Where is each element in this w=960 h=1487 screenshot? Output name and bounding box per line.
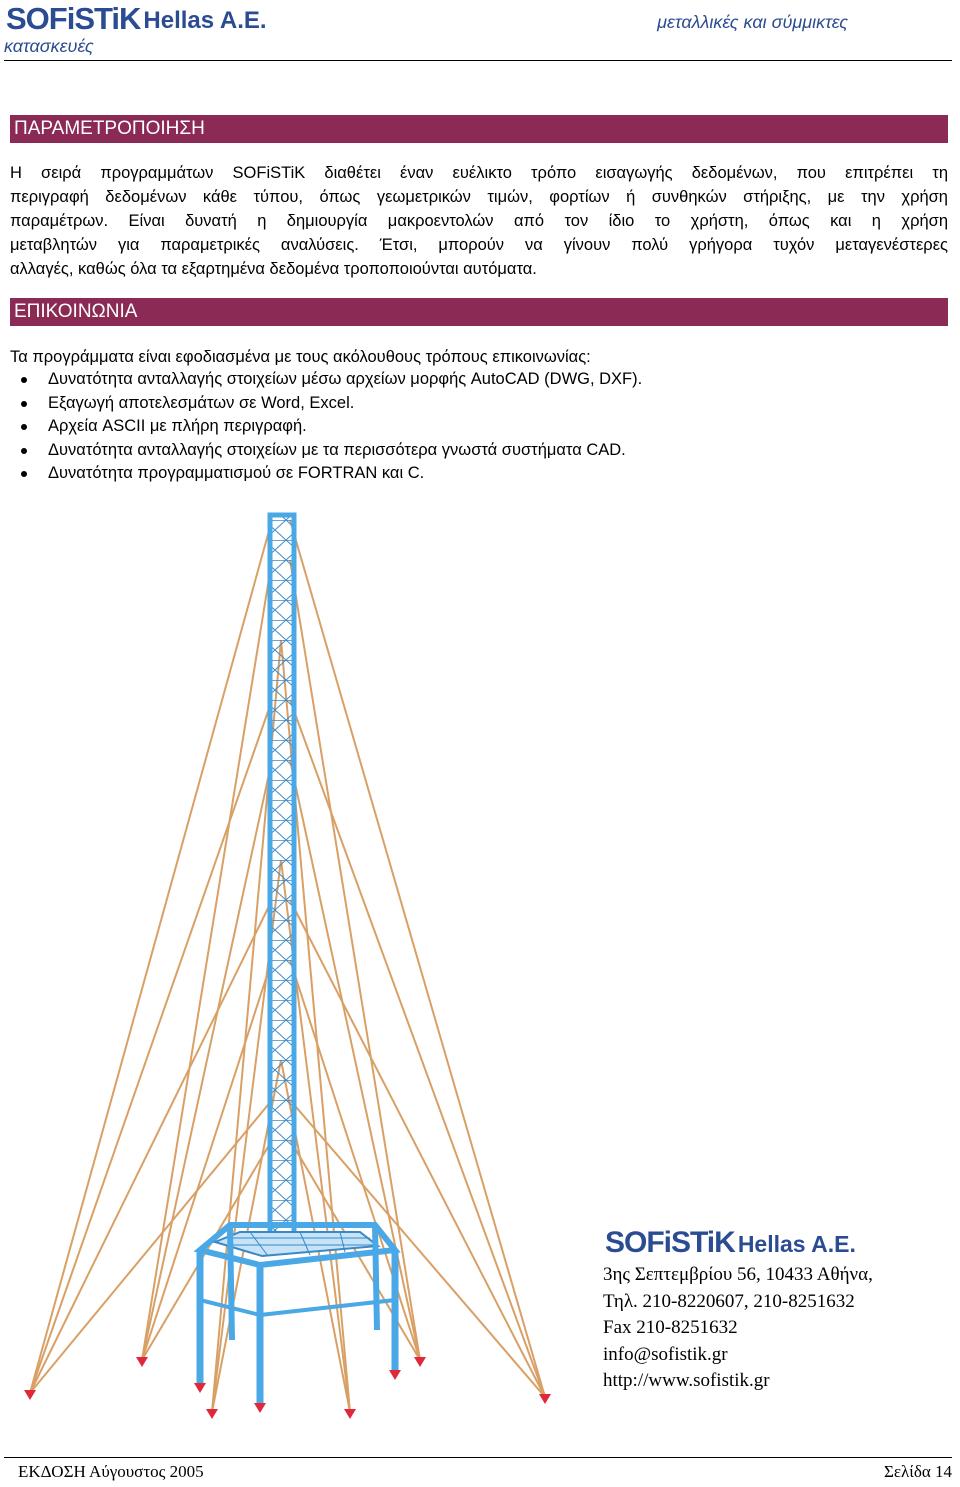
section-title-parametrization: ΠΑΡΑΜΕΤΡΟΠΟΙΗΣΗ	[10, 115, 948, 143]
contact-website-link[interactable]: http://www.sofistik.gr	[603, 1370, 770, 1391]
list-item-text: Εξαγωγή αποτελεσμάτων σε Word, Excel.	[48, 393, 355, 412]
section-title-communication: ΕΠΙΚΟΙΝΩΝΙΑ	[10, 298, 948, 326]
contact-address: 3ης Σεπτεμβρίου 56, 10433 Αθήνα,	[603, 1264, 873, 1285]
paragraph-line: μεταβλητών για παραμετρικές αναλύσεις. Έτσι, μπορούν να γίνουν πολύ γρήγορα τυχόν μεταγενέστερες	[10, 236, 948, 254]
list-item-text: Δυνατότητα ανταλλαγής στοιχείων μέσω αρχείων μορφής AutoCAD (DWG, DXF).	[48, 370, 643, 388]
list-item-text: Δυνατότητα προγραμματισμού σε FORTRAN και C.	[48, 464, 425, 483]
paragraph-line: αλλαγές, καθώς όλα τα εξαρτημένα δεδομένα τροποποιούνται αυτόματα.	[10, 260, 537, 278]
list-item-text: Αρχεία ASCII με πλήρη περιγραφή.	[48, 417, 307, 436]
logo-sofistik-text: SOFiSTiK	[605, 1226, 735, 1259]
list-item-text: Δυνατότητα ανταλλαγής στοιχείων με τα περισσότερα γνωστά συστήματα CAD.	[48, 440, 626, 459]
footer-page-number: Σελίδα 14	[883, 1462, 952, 1481]
platform-frame	[200, 1225, 395, 1405]
footer-edition: ΕΚΔΟΣΗ Αύγουστος 2005	[18, 1462, 204, 1481]
contact-logo	[605, 1228, 856, 1258]
paragraph-line: περιγραφή δεδομένων κάθε τύπου, όπως γεωμετρικών τιμών, φορτίων ή συνθηκών στήριξης, με την χρήση	[10, 188, 948, 206]
paragraph-line: παραμέτρων. Είναι δυνατή η δημιουργία μακροεντολών από τον ίδιο το χρήστη, όπως και η χρήση	[10, 212, 948, 230]
header-subtitle: μεταλλικές και σύμμικτες	[657, 12, 848, 32]
footer-rule	[4, 1457, 952, 1458]
header-subtitle-continued: κατασκευές	[4, 36, 94, 56]
contact-details	[603, 1262, 873, 1395]
mast-shaft	[270, 515, 294, 1245]
logo-sofistik-text: SOFiSTiK	[6, 1, 141, 36]
communication-intro: Τα προγράμματα είναι εφοδιασμένα με τους ακόλουθους τρόπους επικοινωνίας:	[10, 348, 591, 366]
contact-email-link[interactable]: info@sofistik.gr	[603, 1343, 728, 1365]
contact-phone: Τηλ. 210-8220607, 210-8251632	[603, 1290, 855, 1312]
logo-hellas-text: Hellas A.E.	[737, 1231, 856, 1257]
contact-fax: Fax 210-8251632	[603, 1317, 738, 1338]
paragraph-line: Η σειρά προγραμμάτων SOFiSTiK διαθέτει έναν ευέλικτο τρόπο εισαγωγής δεδομένων, που επιτρέπει τη	[10, 164, 948, 182]
anchor-points	[24, 1357, 551, 1419]
logo-hellas-text: Hellas A.E.	[143, 7, 267, 34]
